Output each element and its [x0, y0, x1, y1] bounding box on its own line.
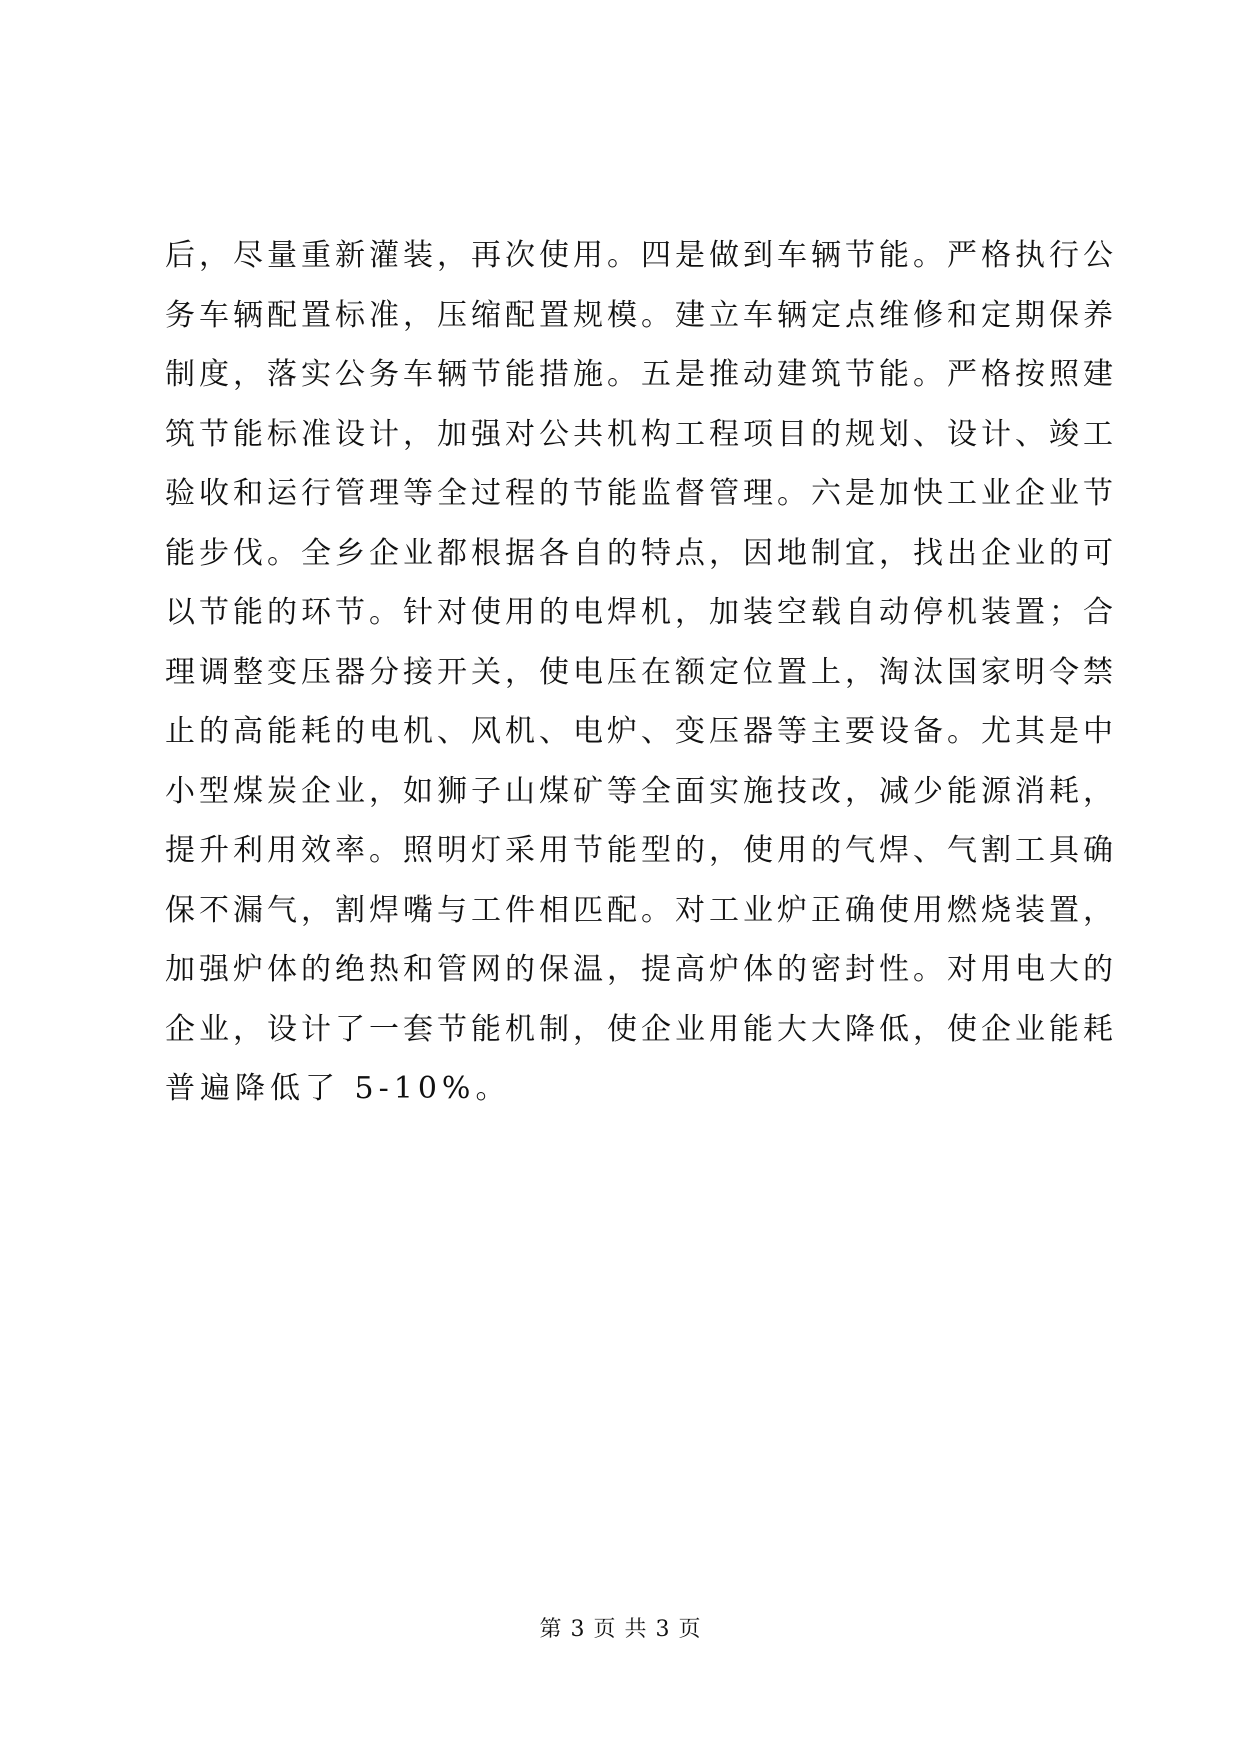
- text-line: 后，尽量重新灌装，再次使用。四是做到车辆节能。严格执行公: [165, 238, 1117, 273]
- text-line: 保不漏气，割焊嘴与工件相匹配。对工业炉正确使用燃烧装置，: [165, 892, 1117, 928]
- text-line: 小型煤炭企业，如狮子山煤矿等全面实施技改，减少能源消耗，: [165, 773, 1117, 809]
- text-line: 以节能的环节。针对使用的电焊机，加装空载自动停机装置；合: [165, 595, 1117, 630]
- text-line: 验收和运行管理等全过程的节能监督管理。六是加快工业企业节: [165, 476, 1117, 511]
- text-line: 止的高能耗的电机、风机、电炉、变压器等主要设备。尤其是中: [165, 714, 1117, 749]
- page-number-footer: 第 3 页 共 3 页: [539, 1617, 702, 1642]
- text-line: 筑节能标准设计，加强对公共机构工程项目的规划、设计、竣工: [165, 416, 1117, 452]
- text-line-last: 普遍降低了 5-10%。: [165, 1071, 511, 1106]
- text-line: 务车辆配置标准，压缩配置规模。建立车辆定点维修和定期保养: [165, 297, 1117, 333]
- text-line: 制度，落实公务车辆节能措施。五是推动建筑节能。严格按照建: [165, 357, 1117, 392]
- text-line: 加强炉体的绝热和管网的保温，提高炉体的密封性。对用电大的: [165, 952, 1117, 987]
- text-line: 理调整变压器分接开关，使电压在额定位置上，淘汰国家明令禁: [165, 654, 1117, 690]
- text-line: 能步伐。全乡企业都根据各自的特点，因地制宜，找出企业的可: [165, 535, 1117, 571]
- text-line: 企业，设计了一套节能机制，使企业用能大大降低，使企业能耗: [165, 1011, 1117, 1047]
- text-line: 提升利用效率。照明灯采用节能型的，使用的气焊、气割工具确: [165, 833, 1117, 868]
- body-paragraph: [165, 226, 1117, 1119]
